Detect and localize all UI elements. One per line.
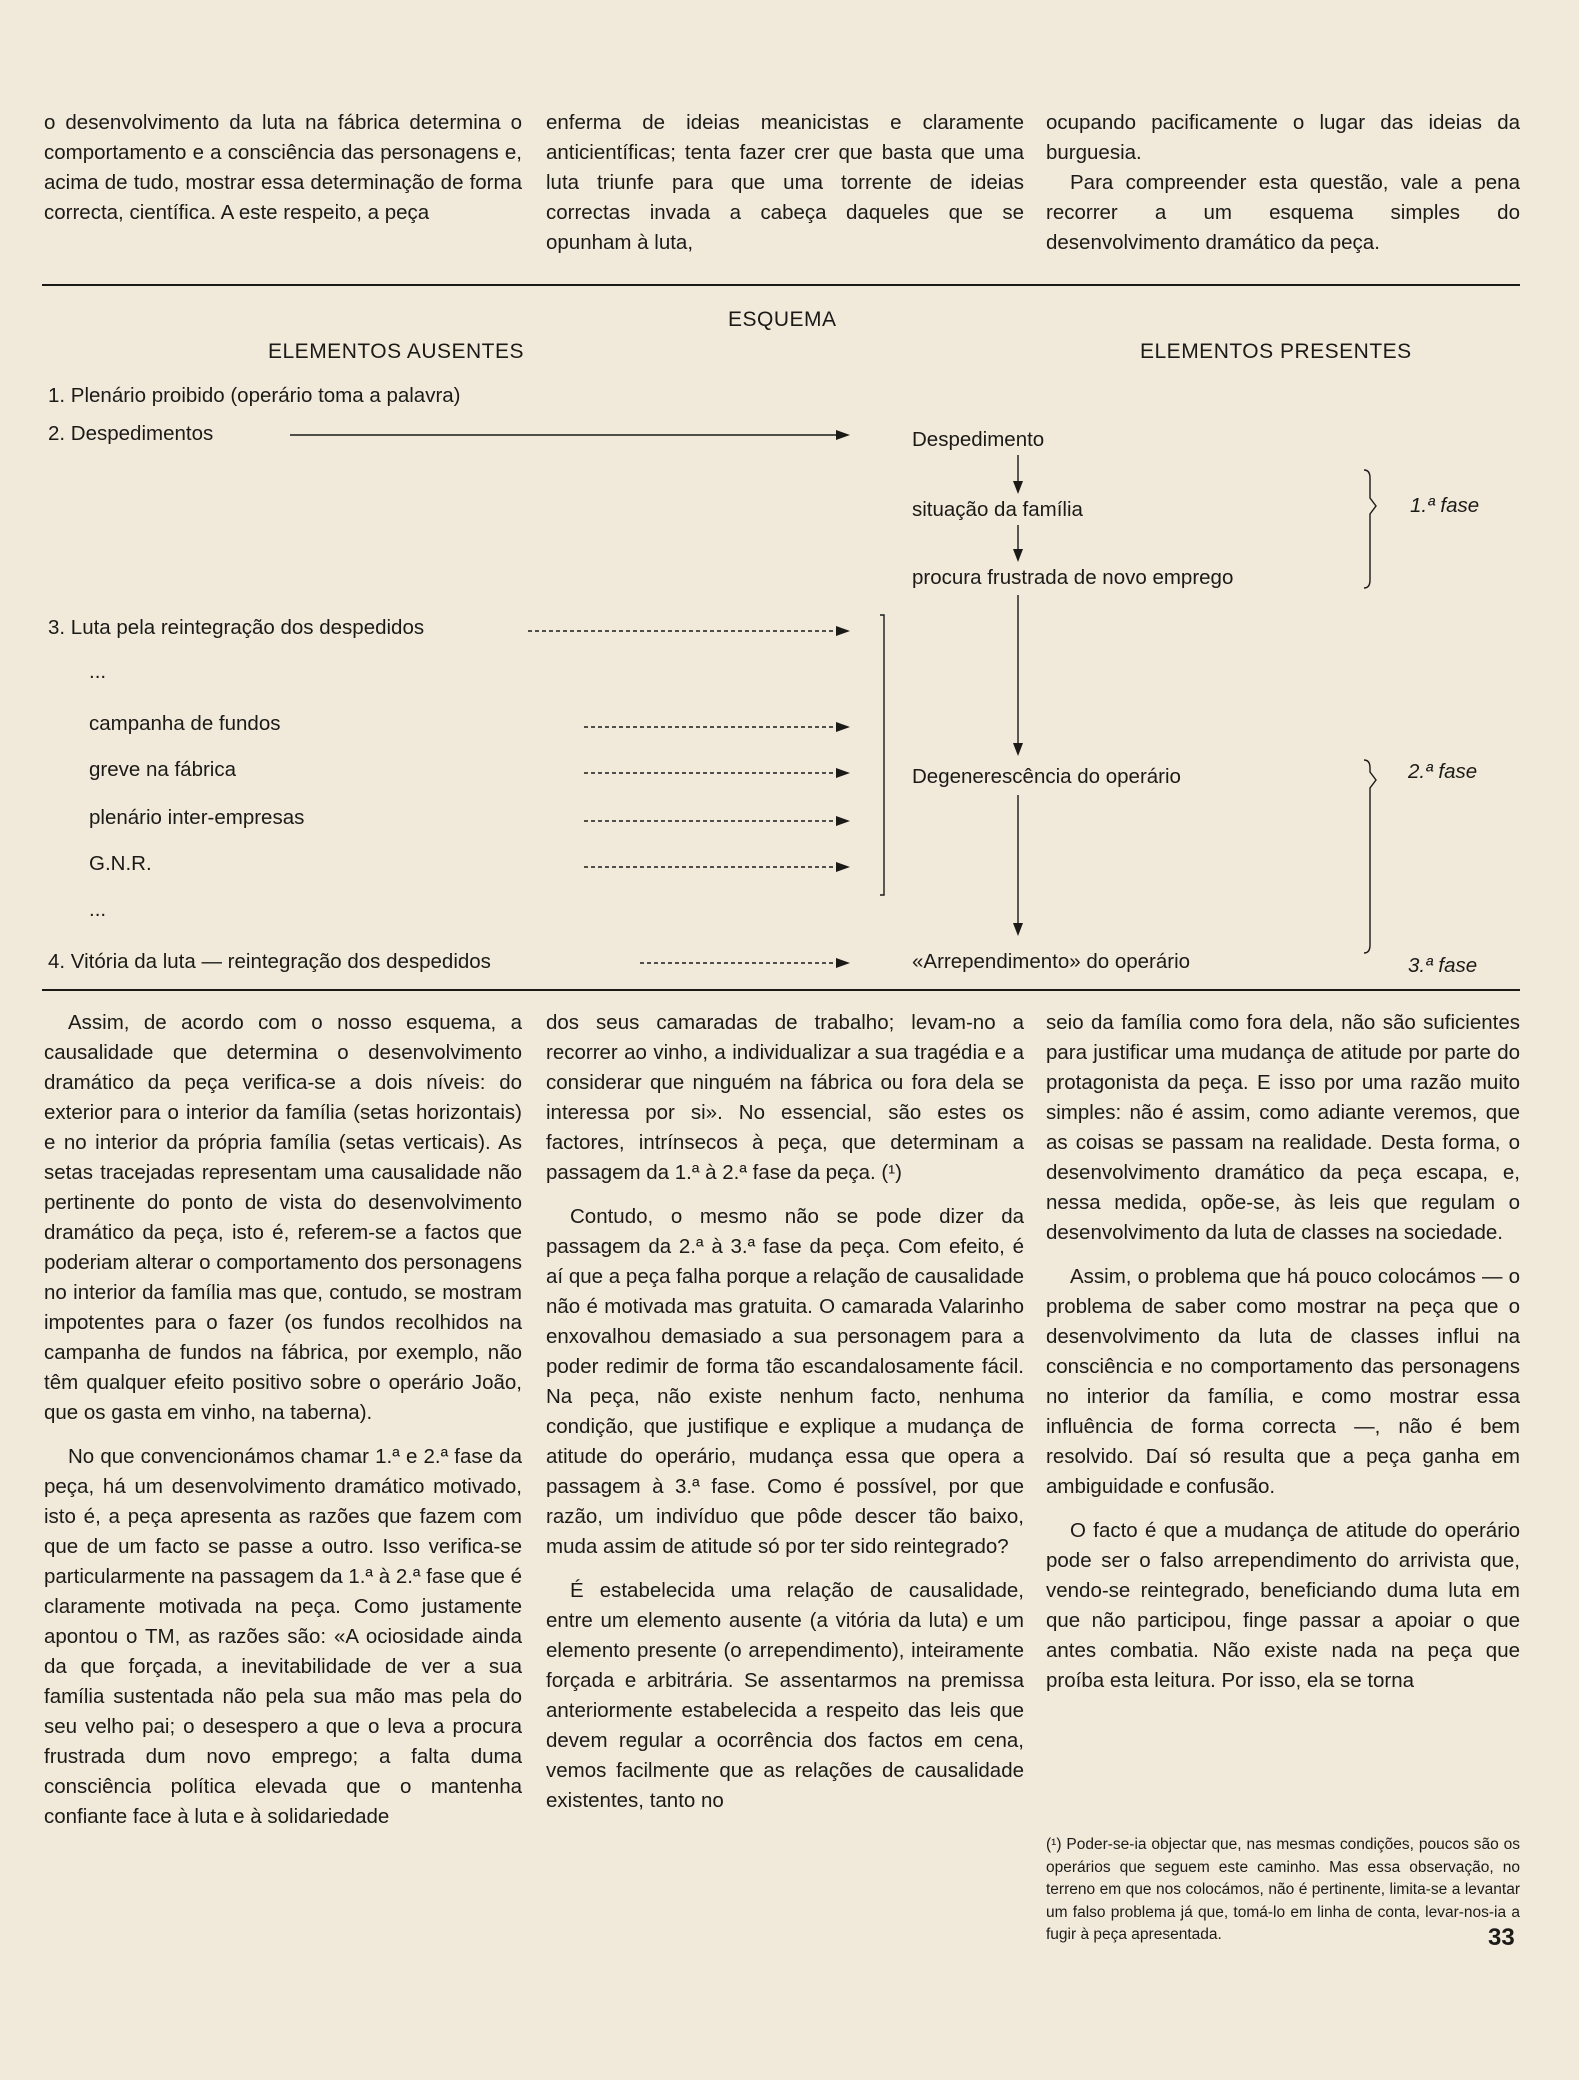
present-heading: ELEMENTOS PRESENTES <box>1140 340 1412 363</box>
arrowhead-v2 <box>1013 549 1023 562</box>
phase-label-2: 2.ª fase <box>1408 760 1478 783</box>
bottom-col1-p2: No que convencionámos chamar 1.ª e 2.ª fase da peça, há um desenvolvimento dramático motivado, isto é, a peça apresenta as razões que fazem com que de um facto se passe a outro. Isso verifica-se particularmente na passagem da 1.ª à 2.ª fase que é claramente motivada na peça. Como justamente apontou o TM, as razões são: «A ociosidade ainda da que forçada, a inevitabilidade de ver a sua família sustentada não pela sua mão mas pela do seu velho pai; o desespero a que o leva a procura frustrada dum novo emprego; a falta duma consciência política elevada que o mantenha confiante face à luta e à solidariedade <box>44 1445 522 1828</box>
phase-label-1: 1.ª fase <box>1410 494 1480 517</box>
dashed-group-bracket <box>880 615 884 895</box>
arrowhead-v3 <box>1013 743 1023 756</box>
absent-item-despedimentos: 2. Despedimentos <box>48 422 214 445</box>
arrowhead-v1 <box>1013 481 1023 494</box>
phase-label-3: 3.ª fase <box>1408 954 1478 977</box>
bottom-col3-p2: Assim, o problema que há pouco colocámos — o problema de saber como mostrar na peça que o desenvolvimento da luta de classes influi na consciência e no comportamento das personagens no interior da família, e como mostrar essa influência de forma correcta —, não é bem resolvido. Daí só resulta que a peça ganha em ambiguidade e confusão. <box>1046 1265 1520 1498</box>
bottom-col3-p1: seio da família como fora dela, não são suficientes para justificar uma mudança de atitude por parte do protagonista da peça. E isso por uma razão muito simples: não é assim, como adiante veremos, que as coisas se passam na realidade. Desta forma, o desenvolvimento dramático da peça escapa, e, nessa medida, opõe-se, às leis que regulam o desenvolvimento da luta de classes na sociedade. <box>1046 1011 1520 1244</box>
absent-item-campanha: campanha de fundos <box>89 712 281 735</box>
bottom-col2-p3: É estabelecida uma relação de causalidade, entre um elemento ausente (a vitória da luta) e um elemento presente (o arrependimento), inteiramente forçada e arbitrária. Se assentarmos na premissa anteriormente estabelecida a respeito das leis que devem regular a ocorrência dos factos em cena, vemos facilmente que as relações de causalidade existentes, tanto no <box>546 1579 1024 1812</box>
footnote: (¹) Poder-se-ia objectar que, nas mesmas condições, poucos são os operários que seguem este caminho. Mas essa observação, no terreno em que nos colocámos, não é pertinente, limita-se a levantar um falso problema já que, tomá-lo em linha de conta, levar-nos-ia a fugir à peça apresentada. <box>1046 1836 1520 1943</box>
present-item-arrependimento: «Arrependimento» do operário <box>912 950 1191 973</box>
bottom-col2-p2: Contudo, o mesmo não se pode dizer da passagem da 2.ª à 3.ª fase da peça. Com efeito, é aí que a peça falha porque a relação de causalidade não é motivada mas gratuita. O camarada Valarinho enxovalhou demasiado a sua personagem para a poder redimir de forma tão escandalosamente fácil. Na peça, não existe nenhum facto, nenhuma condição, que justifique e explique a mudança de atitude do operário, mudança essa que opera a passagem à 3.ª fase. Como é possível, por que razão, um indivíduo que pôde descer tão baixo, muda assim de atitude só por ter sido reintegrado? <box>546 1205 1024 1558</box>
absent-item-greve: greve na fábrica <box>89 758 237 781</box>
top-col2-text: enferma de ideias meanicistas e claramente anticientíficas; tenta fazer crer que basta que uma luta triunfe para que uma torrente de ideias correctas invada a cabeça daqueles que se opunham à luta, <box>546 111 1024 254</box>
absent-item-plenario-inter: plenário inter-empresas <box>89 806 305 829</box>
absent-item-gnr: G.N.R. <box>89 852 152 875</box>
absent-item-ellipsis-1: ... <box>89 660 107 683</box>
arrowhead-greve <box>836 768 850 778</box>
arrowhead-plenario-inter <box>836 816 850 826</box>
bottom-column-3 <box>1046 1008 1520 1696</box>
top-col3-p1: ocupando pacificamente o lugar das ideias da burguesia. <box>1046 111 1520 164</box>
arrowhead-v4 <box>1013 923 1023 936</box>
absent-item-plenario: 1. Plenário proibido (operário toma a palavra) <box>48 384 461 407</box>
absent-heading: ELEMENTOS AUSENTES <box>268 340 525 363</box>
arrowhead-campanha <box>836 722 850 732</box>
phase-1-bracket <box>1364 470 1376 588</box>
page-number: 33 <box>1488 1924 1515 1951</box>
absent-item-ellipsis-2: ... <box>89 898 107 921</box>
bottom-col1-p1: Assim, de acordo com o nosso esquema, a causalidade que determina o desenvolvimento dramático da peça verifica-se a dois níveis: do exterior para o interior da família (setas horizontais) e no interior da própria família (setas verticais). As setas tracejadas representam uma causalidade não pertinente do ponto de vista do desenvolvimento dramático da peça, isto é, referem-se a factos que poderiam alterar o comportamento dos personagens no interior da família mas que, contudo, se mostram impotentes para o fazer (os fundos recolhidos na campanha de fundos na fábrica, por exemplo, não têm qualquer efeito positivo sobre o operário João, que os gasta em vinho, na taberna). <box>44 1011 522 1424</box>
bottom-column-1 <box>44 1008 522 1832</box>
arrowhead-luta <box>836 626 850 636</box>
top-col1-text: o desenvolvimento da luta na fábrica determina o comportamento e a consciência das personagens e, acima de tudo, mostrar essa determinação de forma correcta, científica. A este respeito, a peça <box>44 111 522 224</box>
top-col3-p2: Para compreender esta questão, vale a pena recorrer a um esquema simples do desenvolvimento dramático da peça. <box>1046 171 1520 254</box>
arrowhead-despedimentos <box>836 430 850 440</box>
schema-title: ESQUEMA <box>728 308 837 331</box>
arrowhead-gnr <box>836 862 850 872</box>
bottom-column-2 <box>546 1008 1024 1816</box>
absent-item-vitoria: 4. Vitória da luta — reintegração dos despedidos <box>48 950 491 973</box>
present-item-despedimento: Despedimento <box>912 428 1045 451</box>
present-item-degenerescencia: Degenerescência do operário <box>912 765 1181 788</box>
phase-2-bracket <box>1364 760 1376 953</box>
bottom-col2-p1: dos seus camaradas de trabalho; levam-no a recorrer ao vinho, a individualizar a sua tragédia e a considerar que ninguém na fábrica ou fora dela se interessa por si». No essencial, são estes os factores, intrínsecos à peça, que determinam a passagem da 1.ª à 2.ª fase da peça. (¹) <box>546 1011 1024 1184</box>
present-item-procura: procura frustrada de novo emprego <box>912 566 1234 589</box>
arrowhead-vitoria <box>836 958 850 968</box>
present-item-situacao: situação da família <box>912 498 1083 521</box>
absent-item-luta: 3. Luta pela reintegração dos despedidos <box>48 616 425 639</box>
bottom-col3-p3: O facto é que a mudança de atitude do operário pode ser o falso arrependimento do arrivista que, vendo-se reintegrado, beneficiando duma luta em que não participou, finge passar a apoiar o que antes combatia. Não existe nada na peça que proíba esta leitura. Por isso, ela se torna <box>1046 1519 1520 1692</box>
